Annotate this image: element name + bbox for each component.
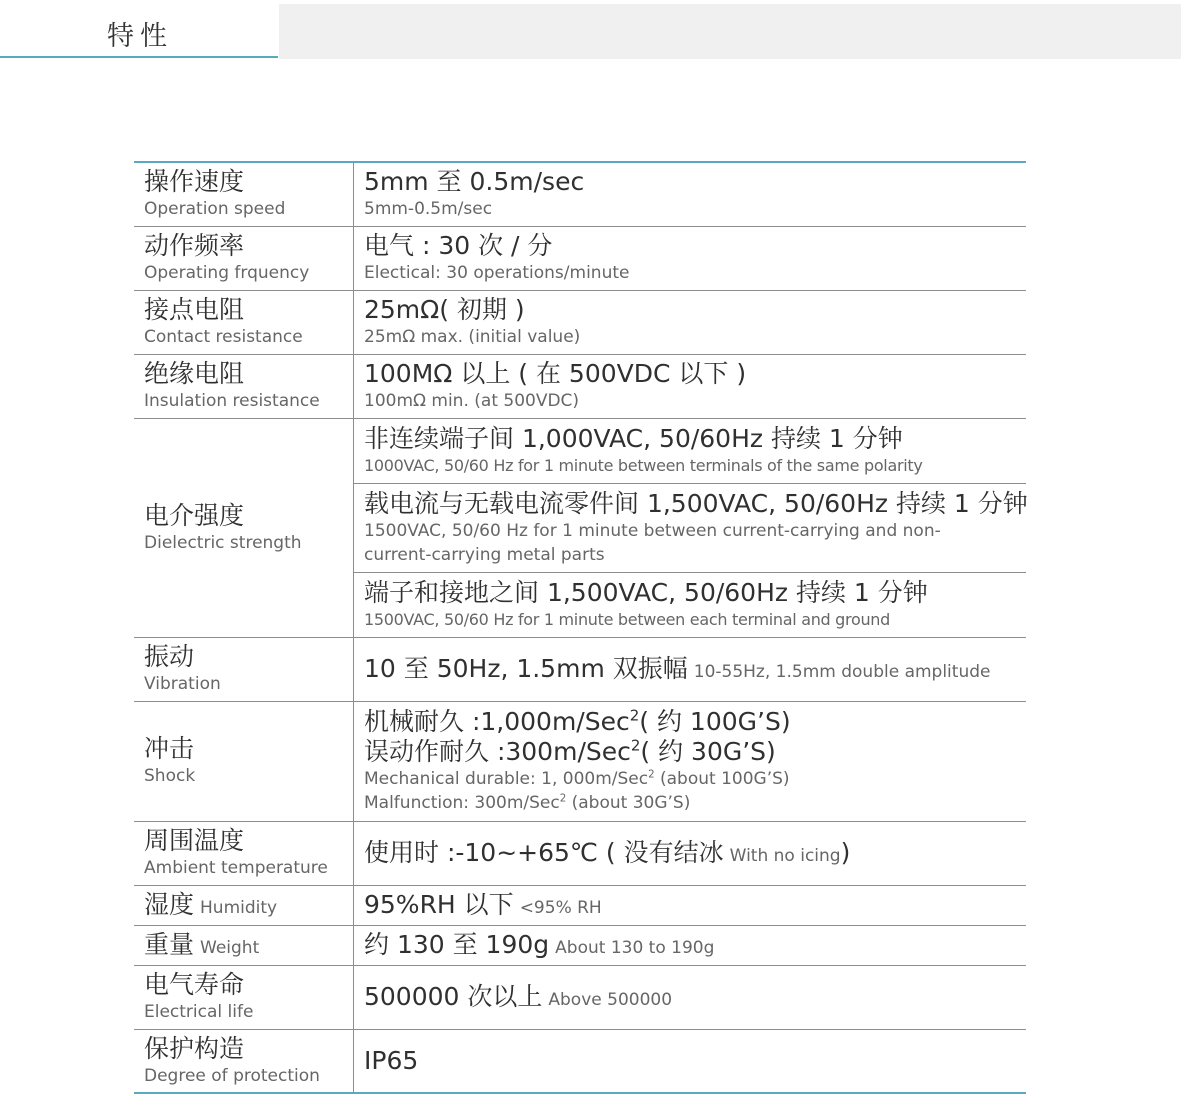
spec-row [134,418,1026,637]
spec-label-cell [134,1029,354,1093]
value-zh: 25mΩ( 初期 ) [364,295,525,324]
spec-label-cell [134,925,354,965]
dielectric-item [354,419,1026,484]
value-zh: 非连续端子间 1,000VAC, 50/60Hz 持续 1 分钟 [364,423,903,453]
label-en: Dielectric strength [144,532,302,553]
value-en: 1000VAC, 50/60 Hz for 1 minute between terminals of the same polarity [364,455,923,475]
label-en: Degree of protection [144,1065,320,1086]
spec-value-cell [354,821,1027,885]
spec-label-cell [134,821,354,885]
spec-value-cell [354,290,1027,354]
value-zh: 5mm 至 0.5m/sec [364,167,585,197]
value-en: With no icing [729,846,841,866]
spec-value-cell [354,637,1027,701]
section-title: 特性 [107,21,173,52]
spec-label-cell [134,418,354,637]
label-en: Humidity [200,898,278,918]
value-en: 1500VAC, 50/60 Hz for 1 minute between each terminal and ground [364,609,890,629]
value-en: 10-55Hz, 1.5mm double amplitude [693,662,991,682]
label-en: Electrical life [144,1002,254,1022]
spec-label-cell [134,226,354,290]
spec-value-cell [354,925,1027,965]
label-en: Weight [200,938,260,958]
spec-row [134,701,1026,821]
spec-value-cell [354,354,1027,418]
label-zh: 操作速度 [144,167,245,197]
spec-value-cell [354,226,1027,290]
label-zh: 周围温度 [144,826,245,855]
value-zh: IP65 [364,1045,419,1075]
label-zh: 绝缘电阻 [144,359,245,388]
label-zh: 电气寿命 [144,970,245,999]
value-en: 5mm-0.5m/sec [364,199,493,220]
label-en: Ambient temperature [144,858,328,878]
value-zh: 机械耐久 :1,000m/Sec$^2$( 约 100G’S) [364,706,791,736]
label-en: Operating frquency [144,263,310,283]
value-zh: 10 至 50Hz, 1.5mm 双振幅 [364,654,688,683]
spec-table [134,161,1026,1094]
value-zh: 95%RH 以下 [364,890,514,919]
spec-value-cell [354,418,1027,637]
spec-label-cell [134,637,354,701]
spec-value-cell [354,885,1027,925]
label-zh: 保护构造 [144,1033,245,1063]
label-en: Operation speed [144,199,286,220]
value-en: 25mΩ max. (initial value) [364,327,581,347]
value-en: Electical: 30 operations/minute [364,263,630,283]
spec-label-cell [134,290,354,354]
spec-row [134,637,1026,701]
spec-row [134,925,1026,965]
spec-label-cell [134,354,354,418]
label-zh: 振动 [144,642,195,671]
value-en: Mechanical durable: 1, 000m/Sec$^2$ (about 100G’S) [364,769,790,789]
spec-value-cell [354,162,1027,226]
spec-row [134,821,1026,885]
spec-label-cell [134,162,354,226]
value-en: 1500VAC, 50/60 Hz for 1 minute between current-carrying and non-current-carrying metal parts [364,520,941,565]
spec-label-cell [134,701,354,821]
value-en: <95% RH [519,898,602,918]
spec-row [134,1029,1026,1093]
value-zh: 端子和接地之间 1,500VAC, 50/60Hz 持续 1 分钟 [364,577,928,607]
header-band [279,4,1181,59]
value-en: 100mΩ min. (at 500VDC) [364,391,580,411]
label-en: Insulation resistance [144,391,320,411]
value-zh: 约 130 至 190g [364,930,550,959]
spec-label-cell [134,885,354,925]
value-en: About 130 to 190g [555,938,715,958]
value-zh: 使用时 :-10~+65℃ ( 没有结冰 [364,838,724,867]
label-zh: 湿度 [144,890,195,919]
spec-row [134,965,1026,1029]
spec-row [134,290,1026,354]
dielectric-item [354,484,1026,573]
value-en: Malfunction: 300m/Sec$^2$ (about 30G’S) [364,793,691,813]
label-en: Vibration [144,674,221,694]
label-en: Contact resistance [144,327,303,347]
value-tail: ) [840,838,851,867]
value-zh: 电气 : 30 次 / 分 [364,231,553,260]
section-header [0,0,278,58]
value-zh: 500000 次以上 [364,982,543,1011]
spec-value-cell [354,1029,1027,1093]
value-zh: 载电流与无载电流零件间 1,500VAC, 50/60Hz 持续 1 分钟 [364,488,1028,518]
label-zh: 冲击 [144,734,195,763]
spec-row [134,162,1026,226]
spec-row [134,354,1026,418]
spec-value-cell [354,965,1027,1029]
spec-row [134,885,1026,925]
label-zh: 动作频率 [144,231,245,260]
spec-value-cell [354,701,1027,821]
label-en: Shock [144,766,196,786]
label-zh: 电介强度 [144,500,245,530]
value-zh: 100MΩ 以上 ( 在 500VDC 以下 ) [364,359,747,388]
spec-row [134,226,1026,290]
value-zh: 误动作耐久 :300m/Sec$^2$( 约 30G’S) [364,736,776,766]
dielectric-item [354,573,1026,637]
value-en: Above 500000 [548,990,673,1010]
label-zh: 重量 [144,930,195,959]
spec-label-cell [134,965,354,1029]
label-zh: 接点电阻 [144,295,245,324]
